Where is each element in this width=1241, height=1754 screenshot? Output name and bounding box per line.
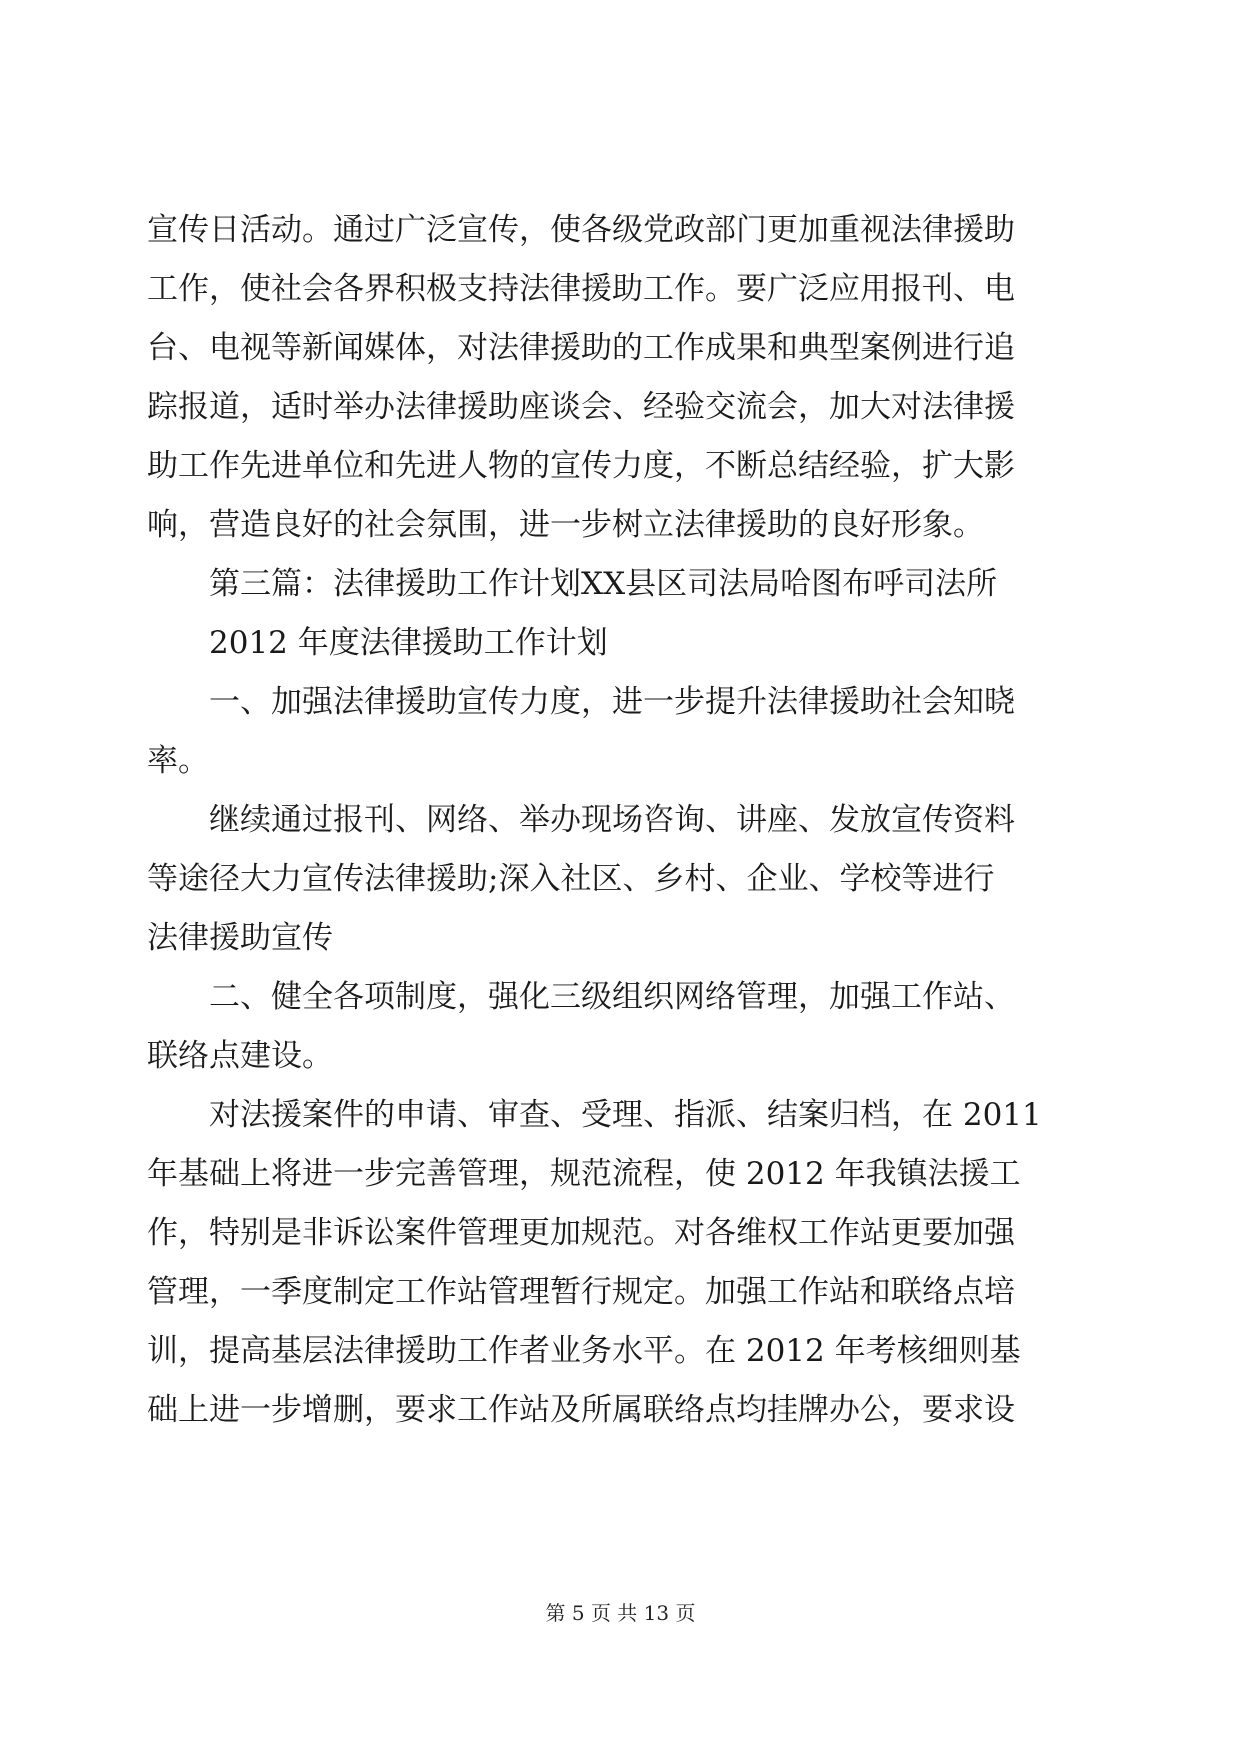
text-line: 联络点建设。 bbox=[147, 1038, 333, 1074]
text-line: 踪报道，适时举办法律援助座谈会、经验交流会，加大对法律援 bbox=[147, 389, 1015, 425]
text-line: 一、加强法律援助宣传力度，进一步提升法律援助社会知晓 bbox=[209, 684, 1015, 720]
text-line: 法律援助宣传 bbox=[147, 920, 333, 956]
text-line: 助工作先进单位和先进人物的宣传力度，不断总结经验，扩大影 bbox=[147, 448, 1015, 484]
text-line: 年基础上将进一步完善管理，规范流程，使 2012 年我镇法援工 bbox=[147, 1156, 1021, 1192]
text-line: 继续通过报刊、网络、举办现场咨询、讲座、发放宣传资料 bbox=[209, 802, 1015, 838]
text-line: 作，特别是非诉讼案件管理更加规范。对各维权工作站更要加强 bbox=[147, 1215, 1015, 1251]
section-heading: 2012 年度法律援助工作计划 bbox=[209, 625, 608, 661]
section-heading: 第三篇：法律援助工作计划XX县区司法局哈图布呼司法所 bbox=[209, 566, 998, 602]
text-line: 对法援案件的申请、审查、受理、指派、结案归档，在 2011 bbox=[209, 1097, 1042, 1133]
text-line: 宣传日活动。通过广泛宣传，使各级党政部门更加重视法律援助 bbox=[147, 212, 1015, 248]
page-number-footer: 第 5 页 共 13 页 bbox=[545, 1601, 696, 1625]
text-line: 响，营造良好的社会氛围，进一步树立法律援助的良好形象。 bbox=[147, 507, 984, 543]
text-line: 等途径大力宣传法律援助;深入社区、乡村、企业、学校等进行 bbox=[147, 861, 995, 897]
text-line: 台、电视等新闻媒体，对法律援助的工作成果和典型案例进行追 bbox=[147, 330, 1015, 366]
text-line: 础上进一步增删，要求工作站及所属联络点均挂牌办公，要求设 bbox=[147, 1392, 1015, 1428]
text-line: 训，提高基层法律援助工作者业务水平。在 2012 年考核细则基 bbox=[147, 1333, 1021, 1369]
text-line: 工作，使社会各界积极支持法律援助工作。要广泛应用报刊、电 bbox=[147, 271, 1015, 307]
text-line: 二、健全各项制度，强化三级组织网络管理，加强工作站、 bbox=[209, 979, 1015, 1015]
text-line: 管理，一季度制定工作站管理暂行规定。加强工作站和联络点培 bbox=[147, 1274, 1015, 1310]
text-line: 率。 bbox=[147, 743, 209, 779]
